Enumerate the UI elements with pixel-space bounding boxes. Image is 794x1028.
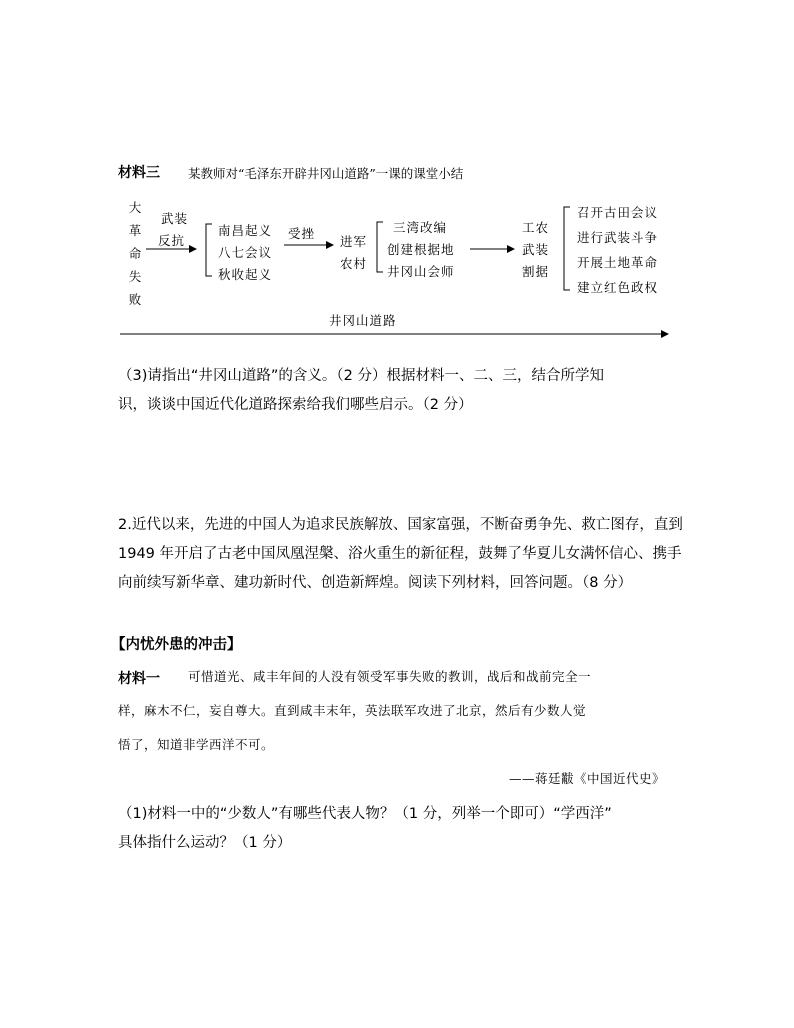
arrow1-label-bottom: 反抗 bbox=[158, 233, 186, 248]
question2-intro: 2.近代以来，先进的中国人为追求民族解放、国家富强，不断奋勇争先、救亡图存，直到 1949 年开启了古老中国凤凰涅槃、浴火重生的新征程，鼓舞了华夏儿女满怀信心、携手向前续写新华章、建功新时代、创造新辉煌。阅读下列材料，回答问题。（8 分） bbox=[118, 517, 683, 591]
section-heading: 【内忧外患的冲击】 bbox=[111, 637, 242, 653]
question3-line1: （3)请指出“井冈山道路”的含义。（2 分）根据材料一、二、三，结合所学知 bbox=[118, 368, 604, 384]
step3-line: 割据 bbox=[522, 264, 550, 279]
material1-label: 材料一 bbox=[118, 671, 160, 687]
start-char: 命 bbox=[128, 246, 142, 261]
material3-label: 材料三 bbox=[118, 165, 160, 181]
arrow2-label: 受挫 bbox=[288, 226, 316, 241]
step2-line: 进军 bbox=[340, 234, 368, 249]
group2-item: 创建根据地 bbox=[387, 242, 455, 257]
step2-line: 农村 bbox=[340, 256, 368, 271]
group1-item: 秋收起义 bbox=[218, 267, 273, 282]
material3-description: 某教师对“毛泽东开辟井冈山道路”一课的课堂小结 bbox=[188, 166, 464, 181]
start-char: 败 bbox=[128, 292, 142, 307]
group2-item: 井冈山会师 bbox=[387, 264, 455, 279]
material1-line: 悟了，知道非学西洋不可。 bbox=[118, 737, 275, 752]
group1-item: 八七会议 bbox=[218, 245, 273, 260]
group3-item: 进行武装斗争 bbox=[577, 230, 659, 245]
start-char: 失 bbox=[128, 269, 142, 284]
group3-item: 召开古田会议 bbox=[577, 205, 659, 220]
group3-item: 建立红色政权 bbox=[577, 280, 659, 295]
question1-line2: 具体指什么运动？（1 分） bbox=[118, 835, 292, 851]
bracket-1 bbox=[206, 224, 212, 276]
start-char: 大 bbox=[128, 200, 142, 215]
group1-item: 南昌起义 bbox=[218, 223, 273, 238]
material1-line: 可惜道光、咸丰年间的人没有领受军事失败的教训，战后和战前完全一 bbox=[188, 669, 592, 684]
material1-source: ——蒋廷黻《中国近代史》 bbox=[509, 771, 666, 786]
road-label: 井冈山道路 bbox=[329, 313, 397, 328]
question1-line1: （1)材料一中的“少数人”有哪些代表人物？（1 分，列举一个即可）“学西洋” bbox=[118, 806, 612, 822]
diagram-connectors bbox=[0, 0, 794, 360]
group2-item: 三湾改编 bbox=[393, 220, 448, 235]
bracket-2 bbox=[377, 222, 383, 272]
bracket-3 bbox=[564, 207, 570, 290]
step3-line: 武装 bbox=[522, 242, 550, 257]
material1-line: 样，麻木不仁，妄自尊大。直到咸丰末年，英法联军攻进了北京，然后有少数人觉 bbox=[118, 703, 587, 718]
question3-line2: 识，谈谈中国近代化道路探索给我们哪些启示。（2 分） bbox=[118, 397, 473, 413]
group3-item: 开展土地革命 bbox=[577, 255, 659, 270]
start-char: 革 bbox=[128, 223, 142, 238]
arrow1-label-top: 武装 bbox=[161, 211, 189, 226]
step3-line: 工农 bbox=[522, 220, 550, 235]
